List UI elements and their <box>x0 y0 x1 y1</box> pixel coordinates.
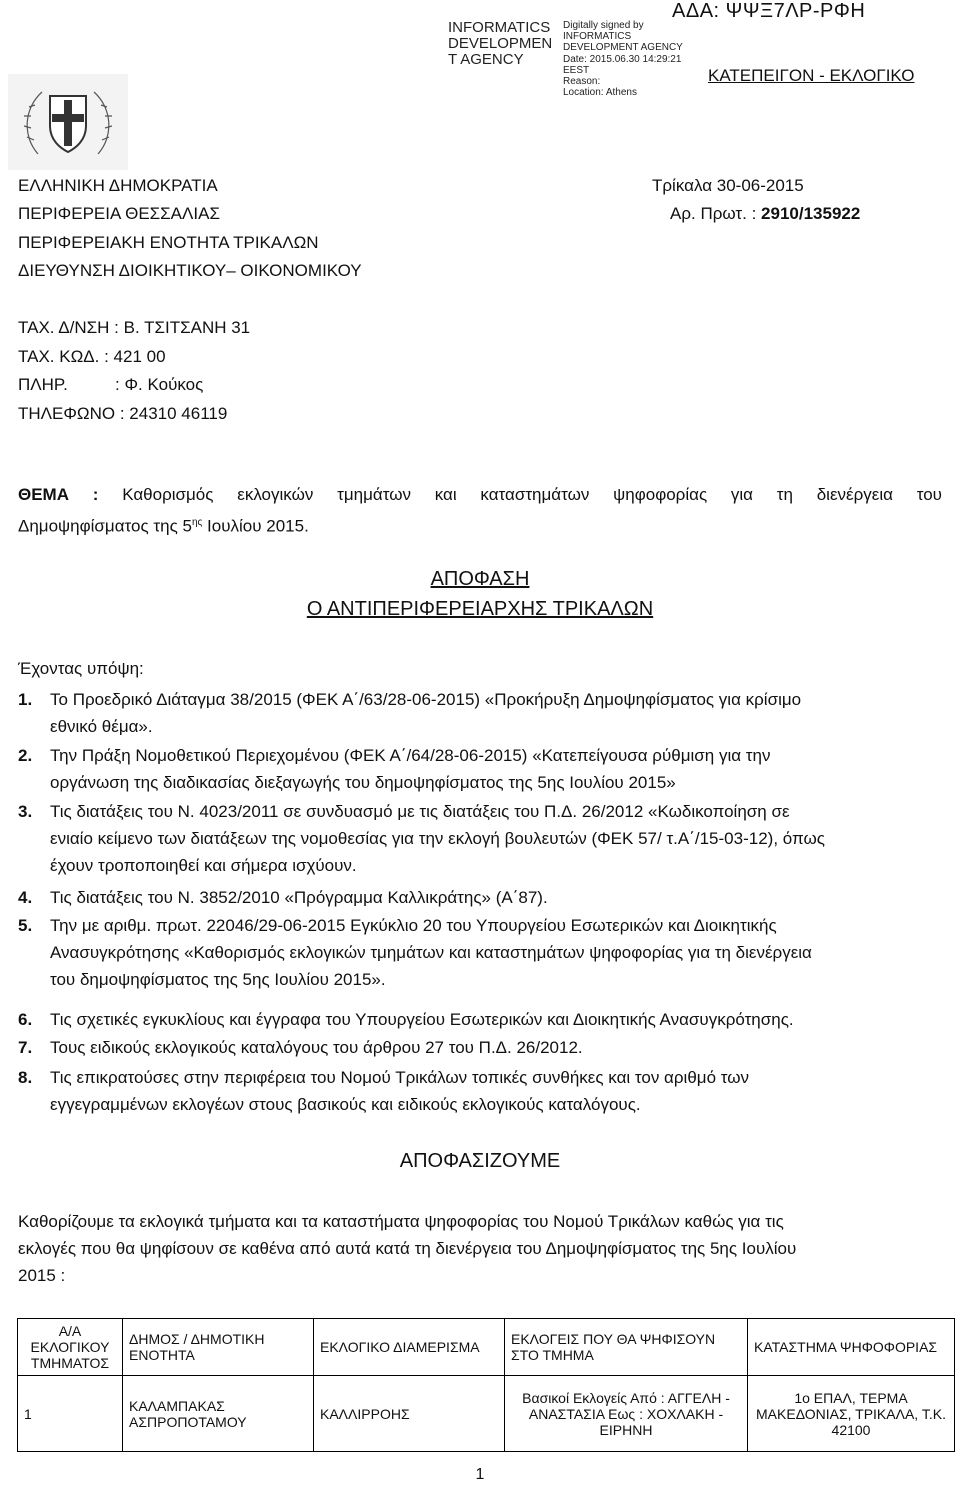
contact-address: ΤΑΧ. Δ/ΝΣΗ : Β. ΤΣΙΤΣΑΝΗ 31 <box>18 318 251 337</box>
subject-word: και <box>434 485 457 504</box>
subject-word: ψηφοφορίας <box>613 485 708 504</box>
final-line: 2015 : <box>18 1266 66 1285</box>
item-text: Το Προεδρικό Διάταγμα 38/2015 (ΦΕΚ Α΄/63/28-06-2015) «Προκήρυξη Δημοψηφίσματος για κρίσιμο <box>50 690 802 709</box>
list-item <box>18 798 948 879</box>
list-item <box>18 1034 948 1061</box>
subject-word: διενέργεια <box>816 485 893 504</box>
list-item <box>18 1006 948 1033</box>
signature-org-line: DEVELOPMEN <box>448 35 553 52</box>
subject-word: : <box>92 485 99 504</box>
header-line: ΠΕΡΙΦΕΡΕΙΑ ΘΕΣΣΑΛΙΑΣ <box>18 204 220 223</box>
polling-stations-table <box>17 1318 955 1452</box>
subject-word: τη <box>776 485 793 504</box>
subject-word: εκλογικών <box>237 485 314 504</box>
column-header: Α/Α ΕΚΛΟΓΙΚΟΥ ΤΜΗΜΑΤΟΣ <box>18 1319 123 1376</box>
contact-info: ΠΛΗΡ. : Φ. Κούκος <box>18 375 204 394</box>
item-text: του δημοψηφίσματος της 5ης Ιουλίου 2015». <box>50 970 386 989</box>
list-item <box>18 742 948 796</box>
urgent-label: ΚΑΤΕΠΕΙΓΟΝ - ΕΚΛΟΓΙΚΟ <box>708 66 915 85</box>
item-text: Τις διατάξεις του Ν. 3852/2010 «Πρόγραμμα Καλλικράτης» (Α΄87). <box>50 888 548 907</box>
subject-superscript: ης <box>191 517 203 528</box>
signature-org-line: T AGENCY <box>448 51 524 68</box>
list-item <box>18 1064 948 1118</box>
decision-title <box>0 568 960 591</box>
table-cell: Βασικοί Εκλογείς Από : ΑΓΓΕΛΗ - ΑΝΑΣΤΑΣΙΑ Εως : ΧΟΧΛΑΚΗ - ΕΙΡΗΝΗ <box>505 1376 748 1452</box>
protocol-value: 2910/135922 <box>761 204 861 223</box>
item-line <box>18 912 948 939</box>
item-text: Την Πράξη Νομοθετικού Περιεχομένου (ΦΕΚ Α΄/64/28-06-2015) «Κατεπείγουσα ρύθμιση για την <box>50 746 771 765</box>
item-text: οργάνωση της διαδικασίας διεξαγωγής του δημοψηφίσματος της 5ης Ιουλίου 2015» <box>50 773 676 792</box>
subject-line <box>18 481 942 509</box>
column-header: ΔΗΜΟΣ / ΔΗΜΟΤΙΚΗ ΕΝΟΤΗΤΑ <box>123 1319 314 1376</box>
item-number: 6. <box>18 1010 33 1029</box>
signature-details <box>563 20 683 98</box>
signature-detail-line: DEVELOPMENT AGENCY <box>563 42 683 54</box>
item-text: Ανασυγκρότησης «Καθορισμός εκλογικών τμημάτων και καταστημάτων ψηφοφορίας για τη διενέργεια <box>50 943 812 962</box>
item-line <box>18 1034 948 1061</box>
item-line <box>18 686 948 713</box>
item-line <box>18 798 948 825</box>
final-line: Καθορίζουμε τα εκλογικά τμήματα και τα καταστήματα ψηφοφορίας του Νομού Τρικάλων καθώς για τις <box>18 1212 784 1231</box>
subject <box>18 481 942 541</box>
item-line <box>18 742 948 769</box>
item-text: ενιαίο κείμενο των διατάξεων της νομοθεσίας για την εκλογή βουλευτών (ΦΕΚ 57/ τ.Α΄/15-03-12), όπως <box>50 829 825 848</box>
item-text: εθνικό θέμα». <box>50 717 153 736</box>
greek-emblem-icon <box>8 74 128 170</box>
subject-word: Καθορισμός <box>122 485 214 504</box>
subject-word: καταστημάτων <box>480 485 590 504</box>
protocol-label: Αρ. Πρωτ. : <box>670 204 762 223</box>
item-text: Τις επικρατούσες στην περιφέρεια του Νομού Τρικάλων τοπικές συνθήκες και τον αριθμό των <box>50 1068 750 1087</box>
item-text: εγγεγραμμένων εκλογέων στους βασικούς και ειδικούς εκλογικούς καταλόγους. <box>50 1095 641 1114</box>
signature-detail-line: Reason: <box>563 76 601 88</box>
header-line: ΕΛΛΗΝΙΚΗ ΔΗΜΟΚΡΑΤΙΑ <box>18 176 218 195</box>
signature-detail-line: Date: 2015.06.30 14:29:21 <box>563 53 682 65</box>
item-text: Τις σχετικές εγκυκλίους και έγγραφα του Υπουργείου Εσωτερικών και Διοικητικής Ανασυγκρότησης. <box>50 1010 794 1029</box>
item-number: 4. <box>18 888 33 907</box>
authority-title <box>0 598 960 621</box>
ada-code: ΑΔΑ: ΨΨΞ7ΛΡ-ΡΦΗ <box>672 0 866 22</box>
item-number: 8. <box>18 1068 33 1087</box>
decision-title-text: ΑΠΟΦΑΣΗ <box>430 568 530 590</box>
authority-title-text: Ο ΑΝΤΙΠΕΡΙΦΕΡΕΙΑΡΧΗΣ ΤΡΙΚΑΛΩΝ <box>306 598 654 620</box>
column-header: ΚΑΤΑΣΤΗΜΑ ΨΗΦΟΦΟΡΙΑΣ <box>748 1319 955 1376</box>
table-row <box>18 1376 955 1452</box>
list-item <box>18 884 948 911</box>
item-line <box>18 1006 948 1033</box>
item-line <box>18 1064 948 1091</box>
column-header: ΕΚΛΟΓΙΚΟ ΔΙΑΜΕΡΙΣΜΑ <box>314 1319 505 1376</box>
final-line: εκλογές που θα ψηφίσουν σε καθένα από αυτά κατά τη διενέργεια του Δημοψηφίσματος της 5ης Ιουλίου <box>18 1239 797 1258</box>
subject-word: τμημάτων <box>337 485 411 504</box>
item-number: 7. <box>18 1038 33 1057</box>
item-text: Τους ειδικούς εκλογικούς καταλόγους του άρθρου 27 του Π.Δ. 26/2012. <box>50 1038 583 1057</box>
table-cell: 1 <box>18 1376 123 1452</box>
table-cell: ΚΑΛΑΜΠΑΚΑΣ ΑΣΠΡΟΠΟΤΑΜΟΥ <box>123 1376 314 1452</box>
header-line: ΠΕΡΙΦΕΡΕΙΑΚΗ ΕΝΟΤΗΤΑ ΤΡΙΚΑΛΩΝ <box>18 233 319 252</box>
contact-postcode: ΤΑΧ. ΚΩΔ. : 421 00 <box>18 347 166 366</box>
item-number: 2. <box>18 746 33 765</box>
signature-org-line: INFORMATICS <box>448 19 551 36</box>
page-number: 1 <box>475 1466 485 1483</box>
subject-line <box>18 509 942 541</box>
list-item <box>18 912 948 993</box>
item-line <box>18 884 948 911</box>
item-number: 1. <box>18 690 33 709</box>
considering-label: Έχοντας υπόψη: <box>18 659 144 678</box>
protocol-number <box>670 204 860 224</box>
list-item <box>18 686 948 740</box>
signature-detail-line: EEST <box>563 64 590 76</box>
signature-detail-line: Digitally signed by <box>563 20 644 31</box>
table-cell: 1ο ΕΠΑΛ, ΤΕΡΜΑ ΜΑΚΕΔΟΝΙΑΣ, ΤΡΙΚΑΛΑ, Τ.Κ. 42100 <box>748 1376 955 1452</box>
item-number: 5. <box>18 916 33 935</box>
table-cell: ΚΑΛΛΙΡΡΟΗΣ <box>314 1376 505 1452</box>
subject-word: ΘΕΜΑ <box>18 485 69 504</box>
signature-detail-line: INFORMATICS <box>563 31 632 43</box>
subject-text: Δημοψηφίσματος της 5 <box>18 516 192 536</box>
subject-word: του <box>916 485 942 504</box>
final-paragraph <box>18 1208 948 1289</box>
subject-word: για <box>730 485 754 504</box>
item-text: έχουν τροποποιηθεί και σήμερα ισχύουν. <box>50 856 357 875</box>
column-header: ΕΚΛΟΓΕΙΣ ΠΟΥ ΘΑ ΨΗΦΙΣΟΥΝ ΣΤΟ ΤΜΗΜΑ <box>505 1319 748 1376</box>
item-text: Τις διατάξεις του Ν. 4023/2011 σε συνδυασμό με τις διατάξεις του Π.Δ. 26/2012 «Κωδικοποίηση σε <box>50 802 790 821</box>
signature-organization <box>448 20 552 68</box>
subject-text: Ιουλίου 2015. <box>202 516 309 536</box>
contact-phone: ΤΗΛΕΦΩΝΟ : 24310 46119 <box>18 404 228 423</box>
header-line: ΔΙΕΥΘΥΝΣΗ ΔΙΟΙΚΗΤΙΚΟΥ– ΟΙΚΟΝΟΜΙΚΟΥ <box>18 261 362 280</box>
item-number: 3. <box>18 802 33 821</box>
item-text: Την με αριθμ. πρωτ. 22046/29-06-2015 Εγκύκλιο 20 του Υπουργείου Εσωτερικών και Διοικητικής <box>50 916 777 935</box>
table-header-row <box>18 1319 955 1376</box>
decide-heading: ΑΠΟΦΑΣΙΖΟΥΜΕ <box>399 1150 561 1172</box>
place-date: Τρίκαλα 30-06-2015 <box>652 176 804 195</box>
signature-detail-line: Location: Athens <box>563 87 637 99</box>
